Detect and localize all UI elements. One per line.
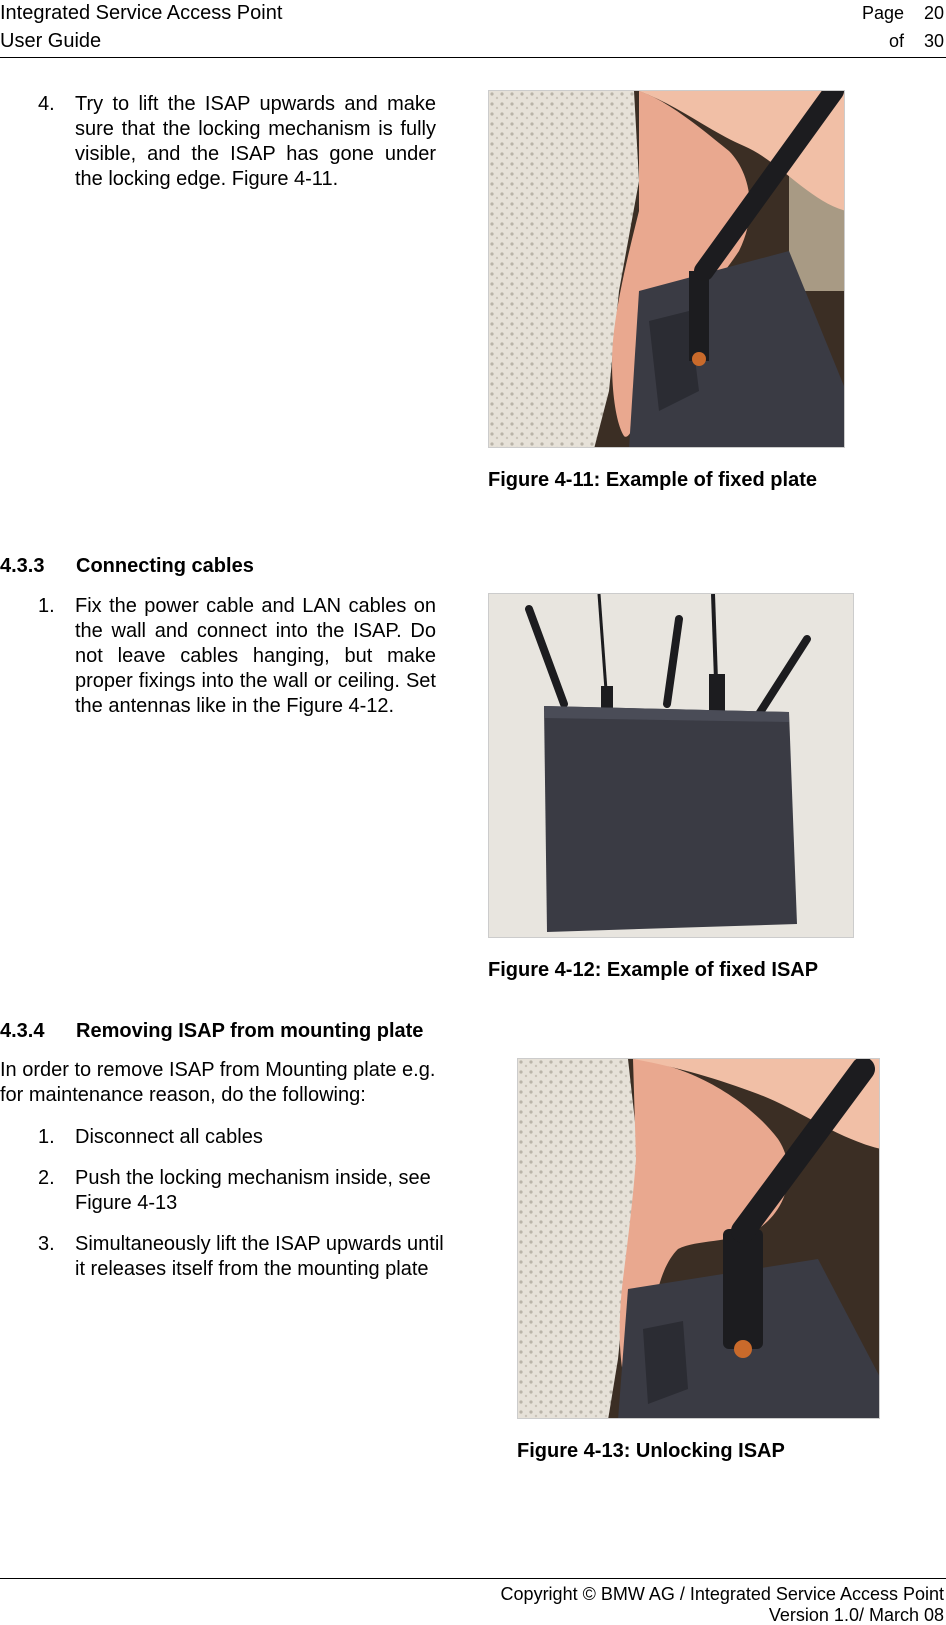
figure-4-12-photo <box>488 593 854 938</box>
section-title: Removing ISAP from mounting plate <box>76 1020 424 1042</box>
footer-divider <box>0 1578 946 1579</box>
figure-4-13-photo <box>517 1058 880 1419</box>
step-number: 4. <box>38 93 55 115</box>
page-number: 20 <box>923 3 944 23</box>
section-heading-4-3-3 <box>0 553 254 579</box>
figure-4-13-caption: Figure 4-13: Unlocking ISAP <box>517 1440 785 1462</box>
step-text: Simultaneously lift the ISAP upwards until it releases itself from the mounting plate <box>75 1233 444 1280</box>
step-number: 3. <box>38 1233 55 1255</box>
header-subtitle: User Guide <box>0 30 102 52</box>
step-text: Fix the power cable and LAN cables on the wall and connect into the ISAP. Do not leave cables hanging, but make proper fixings into the wall or ceiling. Set the antennas like in the Figure 4-12. <box>75 595 436 717</box>
list-item-step-1-cables <box>38 594 438 754</box>
list-item-step-2-remove <box>38 1166 458 1218</box>
step-number: 1. <box>38 1126 55 1148</box>
step-text: Try to lift the ISAP upwards and make sure that the locking mechanism is fully visible, and the ISAP has gone under the locking edge. Figure 4-11. <box>75 93 436 190</box>
step-number: 2. <box>38 1167 55 1189</box>
header-title: Integrated Service Access Point <box>0 2 283 24</box>
footer-version: Version 1.0/ March 08 <box>768 1605 944 1625</box>
step-text: Push the locking mechanism inside, see Figure 4-13 <box>75 1167 431 1214</box>
section-heading-4-3-4 <box>0 1018 423 1044</box>
step-number: 1. <box>38 595 55 617</box>
of-label: of <box>888 31 904 51</box>
list-item-step-1-remove <box>38 1125 458 1151</box>
section-number: 4.3.3 <box>0 555 45 577</box>
list-item-step-3-remove <box>38 1232 458 1310</box>
section-intro-paragraph: In order to remove ISAP from Mounting plate e.g. for maintenance reason, do the following: <box>0 1059 436 1106</box>
list-item-step-4 <box>38 92 438 202</box>
page-counter <box>862 0 944 54</box>
total-pages: 30 <box>923 31 944 51</box>
section-number: 4.3.4 <box>0 1020 45 1042</box>
figure-4-11-photo <box>488 90 845 448</box>
page-label: Page <box>861 3 904 23</box>
figure-4-12-caption: Figure 4-12: Example of fixed ISAP <box>488 959 819 981</box>
footer-copyright: Copyright © BMW AG / Integrated Service Access Point <box>500 1584 944 1604</box>
figure-4-11-caption: Figure 4-11: Example of fixed plate <box>488 469 817 491</box>
header-divider <box>0 57 946 58</box>
section-title: Connecting cables <box>76 555 254 577</box>
step-text: Disconnect all cables <box>75 1126 263 1148</box>
